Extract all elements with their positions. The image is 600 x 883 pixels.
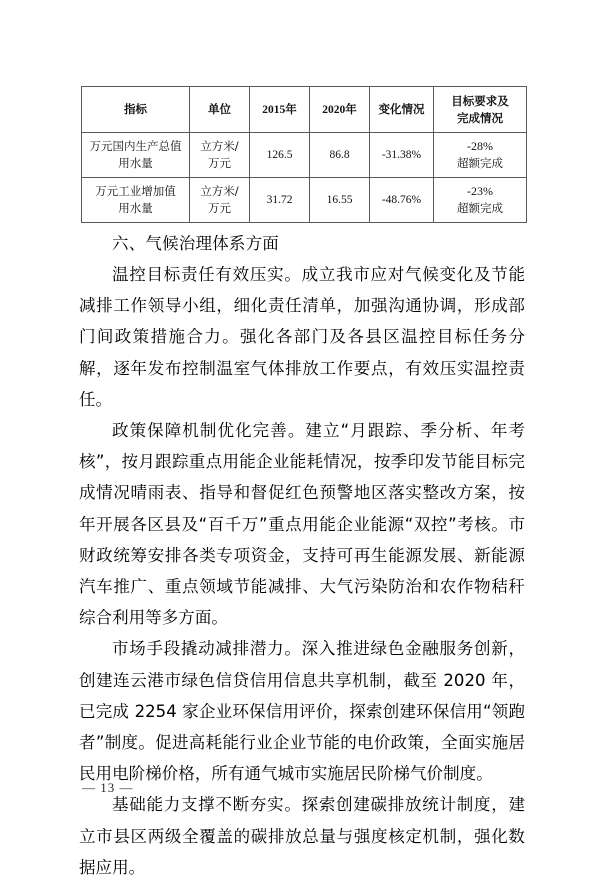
cell-value-2015: 31.72 [250,178,310,223]
cell-target-line1: -23% [467,184,493,198]
water-use-indicators-table [81,86,527,223]
cell-value-2020: 86.8 [310,133,370,178]
cell-indicator-line1: 万元国内生产总值 [89,139,182,153]
body-paragraph: 政策保障机制优化完善。建立“月跟踪、季分析、年考核”，按月跟踪重点用能企业能耗情况，按季印发节能目标完成情况晴雨表、指导和督促红色预警地区落实整改方案，按年开展各区县及“百千万”重点用能企业能源“双控”考核。市财政统筹安排各类专项资金，支持可再生能源发展、新能源汽车推广、重点领域节能减排、大气污染防治和农作物秸秆综合利用等多方面。 [79,421,525,628]
cell-target-line2: 超额完成 [457,156,503,170]
cell-change: -31.38% [370,133,434,178]
cell-value-2020: 16.55 [310,178,370,223]
cell-unit-line2: 万元 [208,156,231,170]
table-header-row [82,87,527,133]
column-header-year-2015 [250,87,310,133]
column-header-indicator-label: 指标 [124,102,147,116]
cell-indicator-line1: 万元工业增加值 [95,184,176,198]
cell-target-line2: 超额完成 [457,201,503,215]
table-row [82,178,527,223]
section-heading: 六、气候治理体系方面 [112,234,279,253]
document-body [79,228,525,883]
water-use-indicators-table-container [81,86,520,223]
cell-value-2015: 126.5 [250,133,310,178]
column-header-target-line2: 完成情况 [457,110,503,125]
cell-indicator-line2: 用水量 [118,156,153,170]
column-header-year-2020-number: 2020 [322,103,346,116]
column-header-year-2020 [310,87,370,133]
cell-unit [190,133,250,178]
cell-indicator [82,133,190,178]
column-header-unit-label: 单位 [208,102,231,116]
cell-change: -48.76% [370,178,434,223]
page-number: — 13 — [82,780,134,795]
cell-unit-line1: 立方米/ [200,184,239,198]
cell-unit [190,178,250,223]
cell-unit-line2: 万元 [208,201,231,215]
column-header-year-2015-number: 2015 [262,103,286,116]
cell-target [434,133,527,178]
column-header-indicator [82,87,190,133]
body-paragraph: 温控目标责任有效压实。成立我市应对气候变化及节能减排工作领导小组，细化责任清单，加强沟通协调，形成部门间政策措施合力。强化各部门及各县区温控目标任务分解，逐年发布控制温室气体排放工作要点，有效压实温控责任。 [79,265,525,409]
column-header-change-label: 变化情况 [378,102,425,116]
column-header-change [370,87,434,133]
column-header-unit [190,87,250,133]
column-header-target [434,87,527,133]
table-header [82,87,527,133]
column-header-target-line1: 目标要求及 [451,93,509,108]
cell-indicator [82,178,190,223]
column-header-year-2020-suffix: 年 [345,101,357,116]
cell-target [434,178,527,223]
body-paragraph: 市场手段撬动减排潜力。深入推进绿色金融服务创新，创建连云港市绿色信贷信用信息共享机制，截至 2020 年，已完成 2254 家企业环保信用评价，探索创建环保信用“领跑者”制度。促进高耗能行业企业节能的电价政策，全面实施居民用电阶梯价格，所有通气城市实施居民阶梯气价制度。 [79,639,525,784]
body-paragraph: 基础能力支撑不断夯实。探索创建碳排放统计制度，建立市县区两级全覆盖的碳排放总量与强度核定机制，强化数据应用。 [79,795,525,877]
table-body [82,133,527,223]
cell-target-line1: -28% [467,139,493,153]
column-header-year-2015-suffix: 年 [285,101,297,116]
cell-unit-line1: 立方米/ [200,139,239,153]
cell-indicator-line2: 用水量 [118,201,153,215]
table-row [82,133,527,178]
